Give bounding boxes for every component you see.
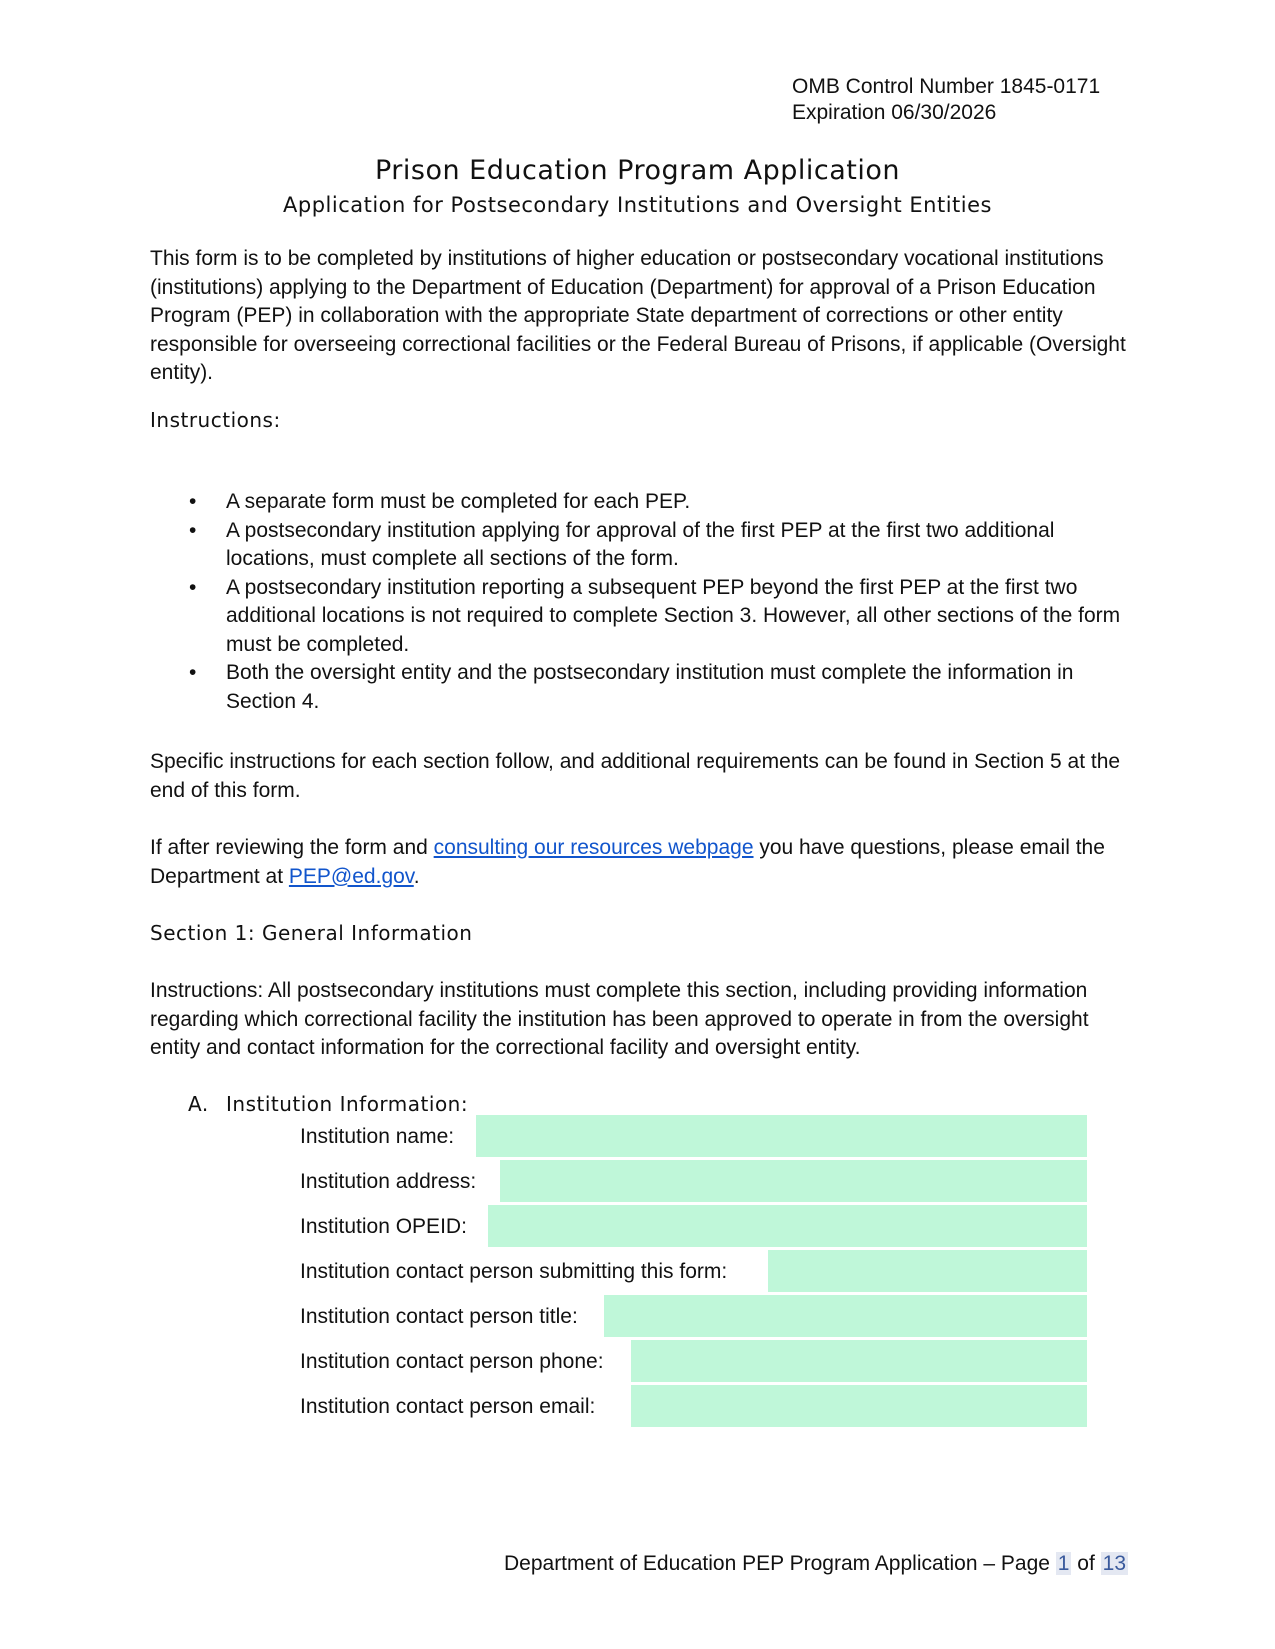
bullet-icon: • xyxy=(189,575,197,599)
page-subtitle: Application for Postsecondary Institutions and Oversight Entities xyxy=(283,193,992,217)
contact-phone-field[interactable] xyxy=(631,1340,1087,1382)
list-item: • Both the oversight entity and the postsecondary institution must complete the information in Section 4. xyxy=(189,661,1074,713)
subsection-letter: A. xyxy=(188,1092,209,1116)
contact-person-field[interactable] xyxy=(768,1250,1087,1292)
field-label: Institution OPEID: xyxy=(300,1215,467,1238)
page-footer: Department of Education PEP Program Application – Page 1 of 13 xyxy=(503,1552,1126,1575)
list-item: • A separate form must be completed for each PEP. xyxy=(150,488,1135,517)
field-label: Institution name: xyxy=(300,1125,455,1148)
page-number: 1 xyxy=(1057,1552,1070,1575)
contact-title-field[interactable] xyxy=(604,1295,1087,1337)
institution-address-field[interactable] xyxy=(500,1160,1087,1202)
instructions-heading: Instructions: xyxy=(150,408,281,432)
contact-email-field[interactable] xyxy=(631,1385,1087,1427)
resources-webpage-link[interactable]: consulting our resources webpage xyxy=(433,836,754,859)
institution-name-field[interactable] xyxy=(476,1115,1087,1157)
institution-opeid-field[interactable] xyxy=(488,1205,1087,1247)
subsection-a-heading xyxy=(188,1092,468,1116)
page-title: Prison Education Program Application xyxy=(374,155,901,186)
contact-paragraph: If after reviewing the form and consulting our resources webpage you have questions, please email the Department at PEP@ed.gov. xyxy=(150,836,1105,888)
bullet-icon: • xyxy=(189,518,197,542)
intro-paragraph: This form is to be completed by institutions of higher education or postsecondary vocational institutions (institutions) applying to the Department of Education (Department) for approval of a Prison Education Program (PEP) in collaboration with the appropriate State department of corrections or other entity responsible for overseeing correctional facilities or the Federal Bureau of Prisons, if applicable (Oversight entity). xyxy=(150,247,1126,384)
bullet-icon: • xyxy=(189,490,197,513)
email-link[interactable]: PEP@ed.gov xyxy=(288,864,414,888)
field-label: Institution contact person phone: xyxy=(300,1350,604,1373)
field-label: Institution address: xyxy=(300,1170,477,1193)
list-item: • A postsecondary institution applying for approval of the first PEP at the first two additional locations, must complete all sections of the form. xyxy=(189,518,1055,570)
section1-instructions: Instructions: All postsecondary institutions must complete this section, including providing information regarding which correctional facility the institution has been approved to operate in from the oversight entity and contact information for the correctional facility and oversight entity. xyxy=(150,979,1089,1059)
field-label: Institution contact person email: xyxy=(300,1395,596,1418)
page-total: 13 xyxy=(1102,1552,1126,1575)
bullet-icon: • xyxy=(189,661,197,684)
subsection-title: Institution Information: xyxy=(226,1092,469,1116)
expiration-date: Expiration 06/30/2026 xyxy=(792,101,997,124)
omb-control-number: OMB Control Number 1845-0171 xyxy=(792,75,1101,98)
omb-block xyxy=(792,74,1100,126)
field-label: Institution contact person title: xyxy=(300,1305,578,1328)
field-label: Institution contact person submitting this form: xyxy=(300,1260,728,1283)
list-item: • A postsecondary institution reporting a subsequent PEP beyond the first PEP at the first two additional locations is not required to complete Section 3. However, all other sections of the form must be completed. xyxy=(189,575,1121,656)
specific-instructions: Specific instructions for each section follow, and additional requirements can be found in Section 5 at the end of this form. xyxy=(150,750,1121,802)
section1-heading: Section 1: General Information xyxy=(150,921,473,945)
instructions-list xyxy=(150,488,1135,716)
